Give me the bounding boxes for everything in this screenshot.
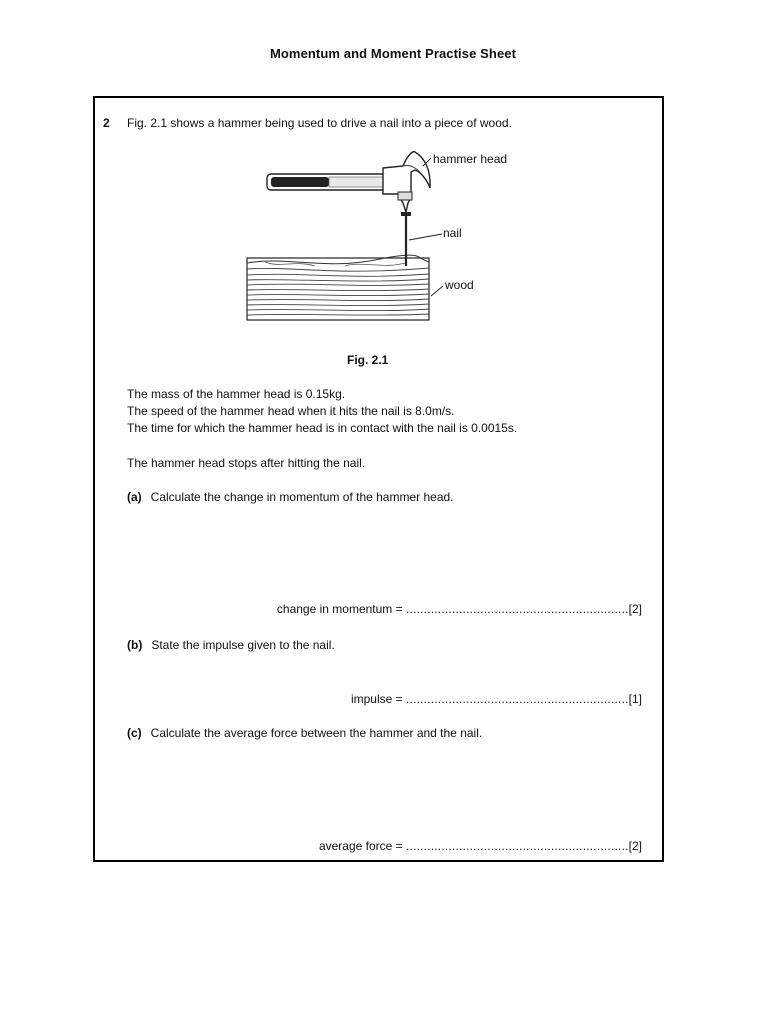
hammer-head [383,152,430,212]
answer-blank-a[interactable]: ............................................................... [406,602,629,616]
given-speed: The speed of the hammer head when it hits the nail is 8.0m/s. [127,404,455,418]
part-a [127,490,454,504]
hammer-handle [267,174,385,190]
answer-label-c: average force = [318,839,403,853]
hammer-nail-wood-illustration [245,148,515,328]
hammer-figure [245,148,515,328]
given-mass: The mass of the hammer head is 0.15kg. [127,387,346,401]
question-intro: Fig. 2.1 shows a hammer being used to drive a nail into a piece of wood. [127,116,512,130]
answer-label-b: impulse = [350,692,403,706]
answer-line-b[interactable] [351,692,642,706]
question-box [93,96,664,862]
answer-label-a: change in momentum = [276,602,403,616]
part-c [127,726,482,740]
label-nail: nail [443,226,462,240]
answer-line-c[interactable] [319,839,642,853]
answer-blank-c[interactable]: ............................................................... [406,839,629,853]
part-a-text: Calculate the change in momentum of the hammer head. [150,490,454,504]
part-c-text: Calculate the average force between the hammer and the nail. [150,726,483,740]
marks-a: [2] [628,602,642,616]
answer-line-a[interactable] [277,602,642,616]
answer-blank-b[interactable]: ............................................................... [406,692,629,706]
question-number: 2 [103,116,110,130]
label-wood: wood [445,278,474,292]
part-c-letter: (c) [127,726,142,740]
statement: The hammer head stops after hitting the nail. [127,456,366,470]
marks-b: [1] [628,692,642,706]
given-time: The time for which the hammer head is in contact with the nail is 0.0015s. [127,421,518,435]
part-a-letter: (a) [127,490,142,504]
page-title: Momentum and Moment Practise Sheet [269,46,517,61]
label-hammer-head: hammer head [433,152,508,166]
part-b-letter: (b) [127,638,143,652]
part-b [127,638,335,652]
wood-block [247,255,429,320]
part-b-text: State the impulse given to the nail. [151,638,335,652]
marks-c: [2] [628,839,642,853]
figure-caption: Fig. 2.1 [347,353,389,367]
